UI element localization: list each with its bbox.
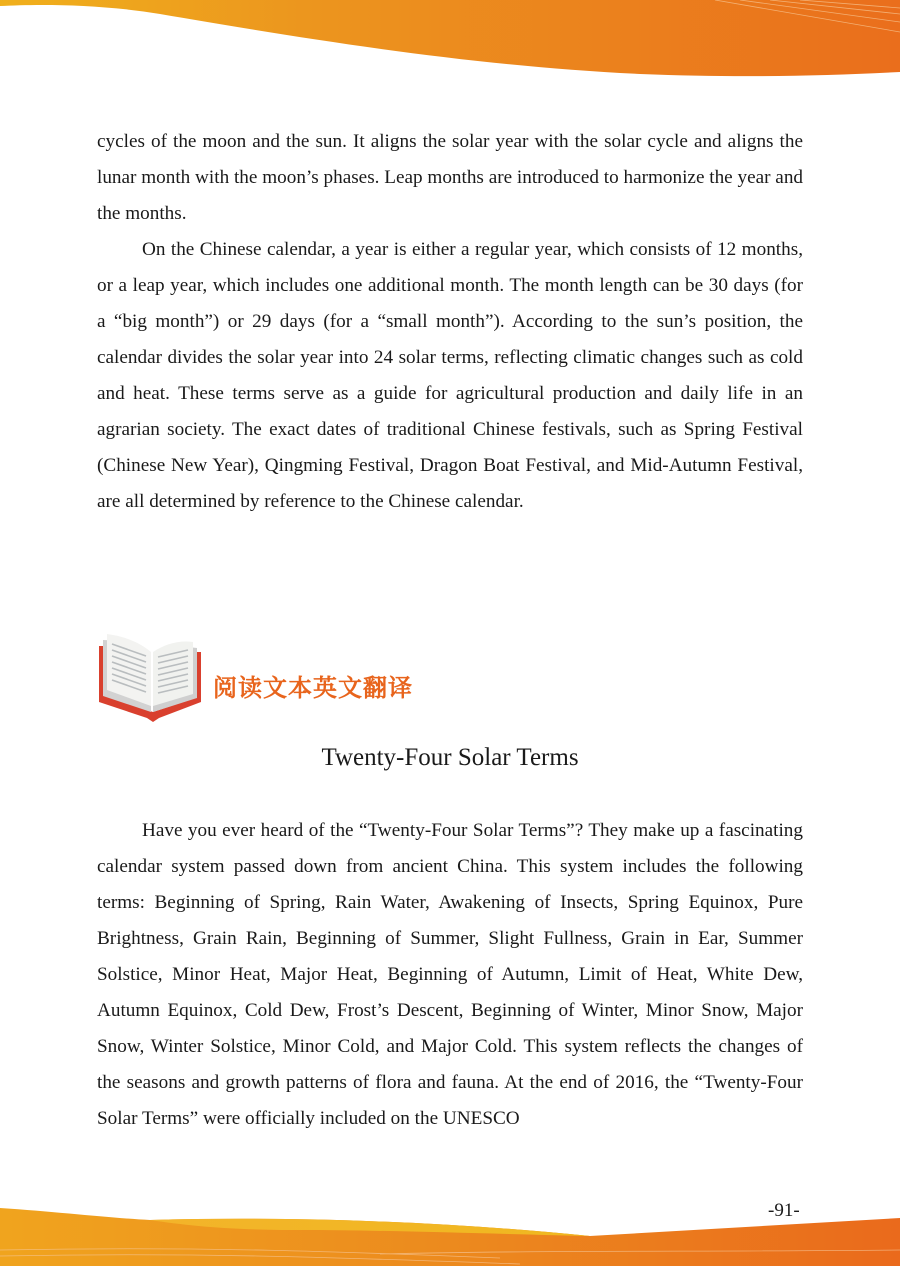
article-title: Twenty-Four Solar Terms: [321, 744, 579, 771]
intro-paragraph-1: cycles of the moon and the sun. It aligns the solar year with the solar cycle and aligns the lunar month with the moon’s phases. Leap months are introduced to harmonize the year and the months.: [97, 131, 804, 224]
intro-text: [97, 124, 803, 520]
section-heading-label: 阅读文本英文翻译: [213, 673, 413, 702]
section-heading: [97, 626, 597, 722]
header-wave-decoration: [0, 0, 900, 80]
intro-paragraph-2: On the Chinese calendar, a year is either a regular year, which consists of 12 months, or a leap year, which includes one additional month. The month length can be 30 days (for a “big month”) or 29 days (for a “small month”). According to the sun’s position, the calendar divides the solar year into 24 solar terms, reflecting climatic changes such as cold and heat. These terms serve as a guide for agricultural production and daily life in an agrarian society. The exact dates of traditional Chinese festivals, such as Spring Festival (Chinese New Year), Qingming Festival, Dragon Boat Festival, and Mid-Autumn Festival, are all determined by reference to the Chinese calendar.: [97, 239, 803, 512]
article-body: [97, 813, 803, 1137]
footer-wave-decoration: [0, 1180, 900, 1266]
article-paragraph-1: Have you ever heard of the “Twenty-Four Solar Terms”? They make up a fascinating calendar system passed down from ancient China. This system includes the following terms: Beginning of Spring, Rain Water, Awakening of Insects, Spring Equinox, Pure Brightness, Grain Rain, Beginning of Summer, Slight Fullness, Grain in Ear, Summer Solstice, Minor Heat, Major Heat, Beginning of Autumn, Limit of Heat, White Dew, Autumn Equinox, Cold Dew, Frost’s Descent, Beginning of Winter, Minor Snow, Major Snow, Winter Solstice, Minor Cold, and Major Cold. This system reflects the changes of the seasons and growth patterns of flora and fauna. At the end of 2016, the “Twenty-Four Solar Terms” were officially included on the UNESCO: [97, 820, 803, 1129]
open-book-icon: [97, 626, 203, 722]
page-number: -91-: [768, 1200, 800, 1221]
